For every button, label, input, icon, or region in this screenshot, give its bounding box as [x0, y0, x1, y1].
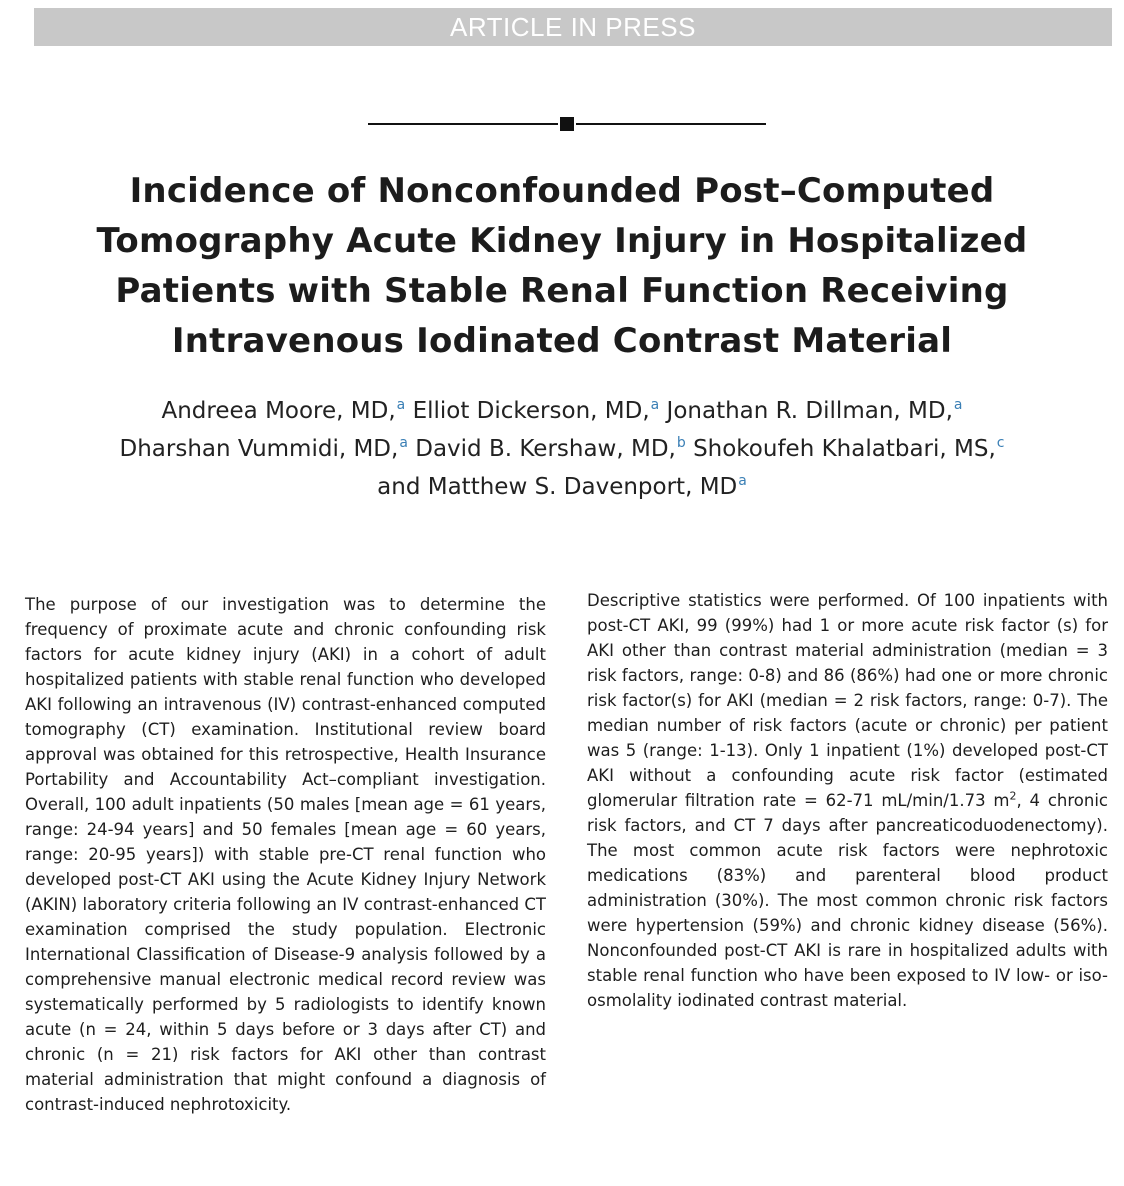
- abstract-right-column: [587, 588, 1108, 1013]
- author-name: Shokoufeh Khalatbari, MS,: [693, 436, 996, 462]
- author-name: Andreea Moore, MD,: [161, 398, 396, 424]
- article-title: Incidence of Nonconfounded Post–Computed Tomography Acute Kidney Injury in Hospitalized Patients with Stable Renal Function Receiving Intravenous Iodinated Contrast Material: [96, 171, 1028, 361]
- ornament-square: [560, 117, 574, 131]
- author-affiliation-marker[interactable]: a: [399, 435, 408, 452]
- article-in-press-banner: ARTICLE IN PRESS: [34, 8, 1112, 46]
- author-name: Elliot Dickerson, MD,: [412, 398, 650, 424]
- author-name: David B. Kershaw, MD,: [415, 436, 676, 462]
- author-name: Jonathan R. Dillman, MD,: [666, 398, 953, 424]
- author-affiliation-marker[interactable]: a: [396, 397, 406, 414]
- abstract-right-text-part2: , 4 chronic risk factors, and CT 7 days after pancreaticoduodenectomy). The most common acute risk factors were nephrotoxic medications (83%) and parenteral blood product administration (30%). The most common chronic risk factors were hypertension (59%) and chronic kidney disease (56%). Nonconfounded post-CT AKI is rare in hospitalized adults with stable renal function who have been exposed to IV low- or iso-osmolality iodinated contrast material.: [587, 791, 1108, 1010]
- author-affiliation-marker[interactable]: a: [738, 473, 747, 490]
- ornament-line-left: [368, 123, 558, 125]
- author-affiliation-marker[interactable]: a: [650, 397, 660, 414]
- superscript-squared: 2: [1009, 789, 1017, 803]
- author-affiliation-marker[interactable]: c: [996, 435, 1005, 452]
- author-affiliation-marker[interactable]: a: [953, 397, 963, 414]
- title-ornament-divider: [368, 117, 766, 131]
- ornament-line-right: [576, 123, 766, 125]
- author-affiliation-marker[interactable]: b: [676, 435, 686, 452]
- author-name: Dharshan Vummidi, MD,: [119, 436, 399, 462]
- author-list: [20, 392, 1104, 506]
- abstract-left-column: The purpose of our investigation was to determine the frequency of proximate acute and chronic confounding risk factors for acute kidney injury (AKI) in a cohort of adult hospitalized patients with stable renal function who developed AKI following an intravenous (IV) contrast-enhanced computed tomography (CT) examination. Institutional review board approval was obtained for this retrospective, Health Insurance Portability and Accountability Act–compliant investigation. Overall, 100 adult inpatients (50 males [mean age = 61 years, range: 24-94 years] and 50 females [mean age = 60 years, range: 20-95 years]) with stable pre-CT renal function who developed post-CT AKI using the Acute Kidney Injury Network (AKIN) laboratory criteria following an IV contrast-enhanced CT examination comprised the study population. Electronic International Classification of Disease-9 analysis followed by a comprehensive manual electronic medical record review was systematically performed by 5 radiologists to identify known acute (n = 24, within 5 days before or 3 days after CT) and chronic (n = 21) risk factors for AKI other than contrast material administration that might confound a diagnosis of contrast-induced nephrotoxicity.: [25, 595, 546, 1114]
- abstract-right-text-part1: Descriptive statistics were performed. Of 100 inpatients with post-CT AKI, 99 (99%) had 1 or more acute risk factor (s) for AKI other than contrast material administration (median = 3 risk factors, range: 0-8) and 86 (86%) had one or more chronic risk factor(s) for AKI (median = 2 risk factors, range: 0-7). The median number of risk factors (acute or chronic) per patient was 5 (range: 1-13). Only 1 inpatient (1%) developed post-CT AKI without a confounding acute risk factor (estimated glomerular filtration rate = 62-71 mL/min/1.73 m: [587, 591, 1108, 810]
- author-name: and Matthew S. Davenport, MD: [377, 474, 738, 500]
